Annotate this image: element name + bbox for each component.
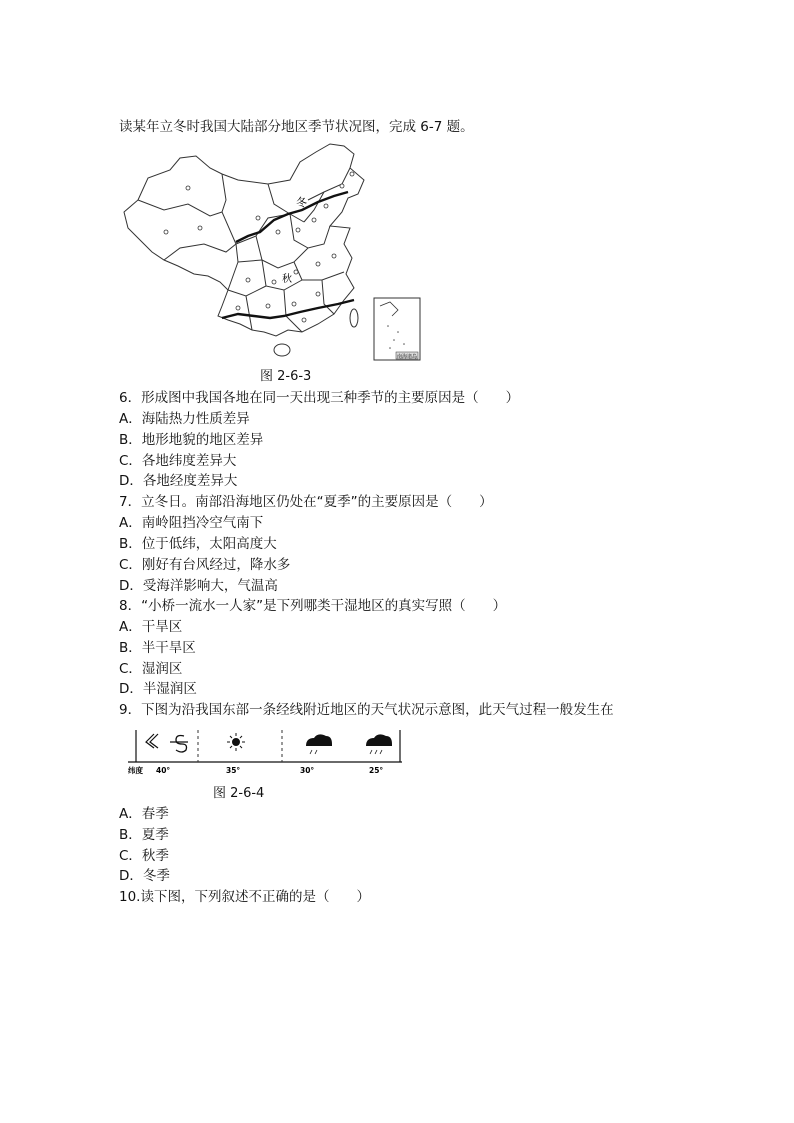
cloud-rain-icon (366, 734, 392, 754)
q7-stem: 7．立冬日。南部沿海地区仍处在“夏季”的主要原因是（ ） (119, 494, 493, 510)
q6-option-a: A．海陆热力性质差异 (119, 411, 250, 427)
latitude-label: 纬度 (128, 766, 143, 775)
q6-option-d: D．各地经度差异大 (119, 473, 238, 489)
figure-caption-1: 图 2-6-3 (260, 369, 312, 384)
q6-stem: 6．形成图中我国各地在同一天出现三种季节的主要原因是（ ） (119, 390, 520, 406)
inset-label: 南海诸岛 (396, 354, 418, 360)
sun-icon (227, 733, 245, 751)
q8-option-a: A．干旱区 (119, 619, 183, 635)
q10-stem: 10.读下图，下列叙述不正确的是（ ） (119, 889, 370, 905)
china-season-map (118, 140, 428, 365)
q7-option-b: B．位于低纬，太阳高度大 (119, 536, 277, 552)
q9-option-d: D．冬季 (119, 868, 170, 884)
tick-label: 40° (156, 766, 171, 775)
q7-option-d: D．受海洋影响大，气温高 (119, 578, 278, 594)
q9-option-c: C．秋季 (119, 848, 169, 864)
q9-option-b: B．夏季 (119, 827, 169, 843)
q8-stem: 8．“小桥一流水一人家”是下列哪类干湿地区的真实写照（ ） (119, 598, 507, 614)
q8-option-c: C．湿润区 (119, 661, 183, 677)
q9-stem: 9．下图为沿我国东部一条经线附近地区的天气状况示意图，此天气过程一般发生在 (119, 702, 614, 718)
label-winter: 冬 (296, 196, 307, 209)
tick-label: 25° (369, 766, 384, 775)
q8-option-b: B．半干旱区 (119, 640, 196, 656)
q8-option-d: D．半湿润区 (119, 681, 197, 697)
q6-option-b: B．地形地貌的地区差异 (119, 432, 264, 448)
q7-option-a: A．南岭阻挡冷空气南下 (119, 515, 264, 531)
q9-option-a: A．春季 (119, 806, 169, 822)
dust-icon (170, 736, 188, 753)
tick-label: 35° (226, 766, 241, 775)
q6-option-c: C．各地纬度差异大 (119, 453, 237, 469)
q7-option-c: C．刚好有台风经过，降水多 (119, 557, 291, 573)
intro-text: 读某年立冬时我国大陆部分地区季节状况图，完成 6-7 题。 (119, 119, 474, 135)
tick-label: 30° (300, 766, 315, 775)
weather-strip-figure (120, 726, 410, 778)
cloud-rain-icon (306, 734, 332, 754)
wind-icon (146, 734, 158, 748)
label-autumn: 秋 (282, 274, 292, 285)
figure-caption-2: 图 2-6-4 (213, 786, 265, 801)
